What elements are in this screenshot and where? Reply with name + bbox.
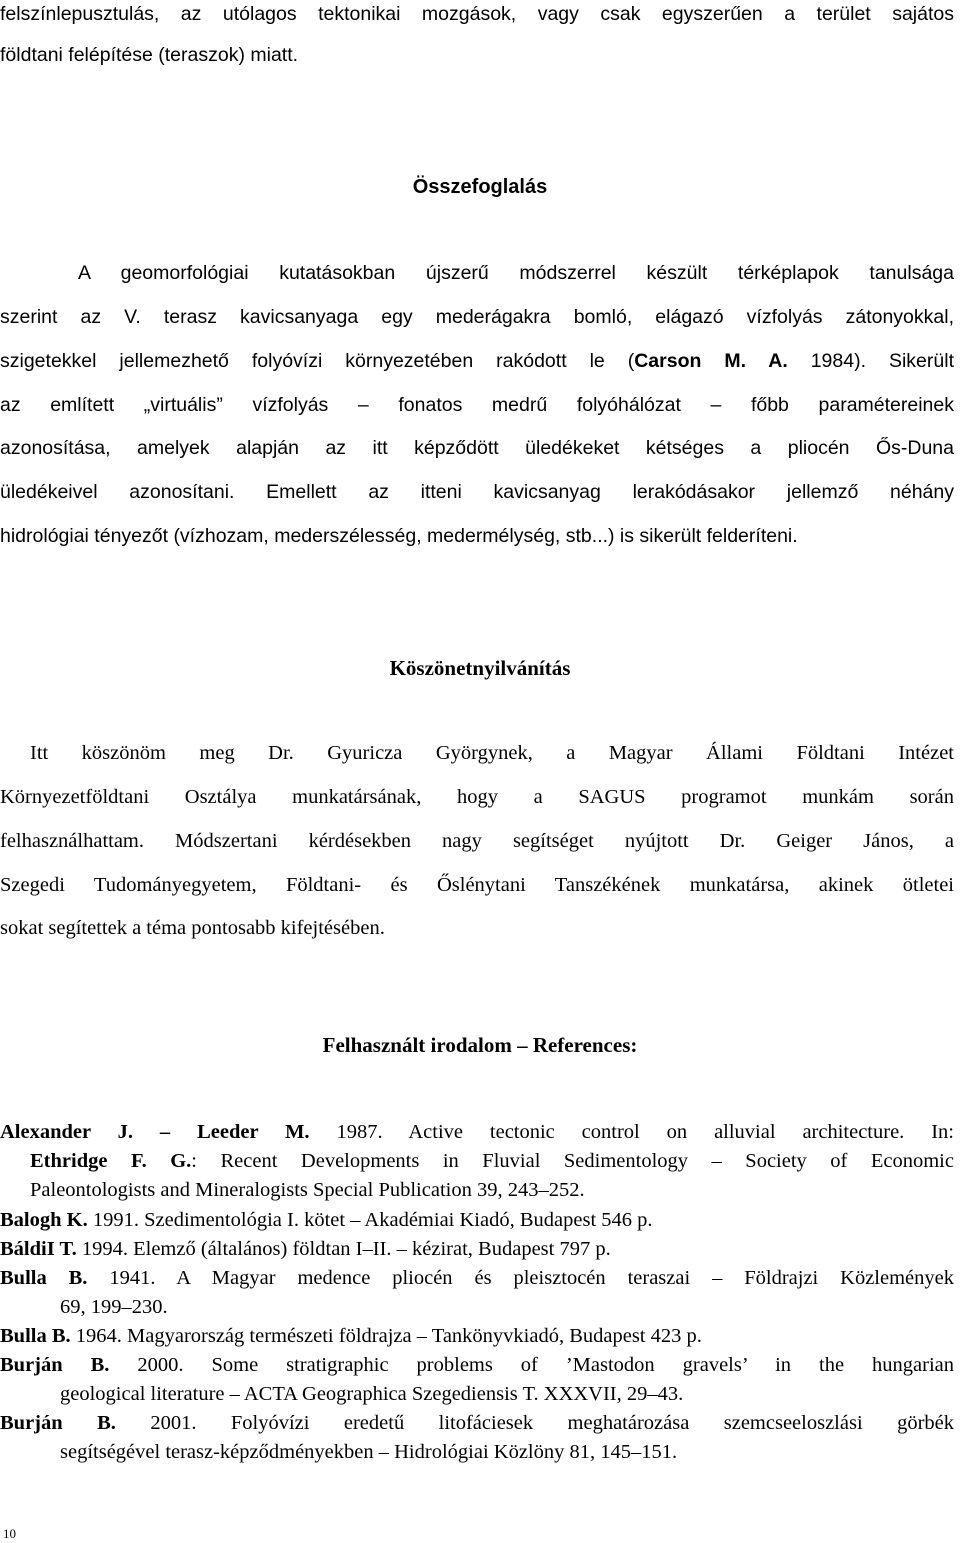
acknowledgement-heading: Köszönetnyilvánítás (389, 656, 571, 680)
text-line: azonosítása, amelyek alapján az itt képződött üledékeket kétséges a pliocén Ős-Duna (0, 437, 954, 459)
page-number: 10 (3, 1526, 16, 1541)
summary-heading: Összefoglalás (412, 176, 548, 198)
text-line: felszínlepusztulás, az utólagos tektonikai mozgások, vagy csak egyszerűen a terület sajátos (0, 3, 954, 25)
reference-line: geological literature – ACTA Geographica Szegediensis T. XXXVII, 29–43. (60, 1383, 684, 1405)
reference-author: Balogh K. (0, 1209, 88, 1231)
text-span: 1984). Sikerült (787, 350, 954, 372)
citation-author: Carson M. A. (634, 350, 788, 372)
reference-author: Burján B. (0, 1412, 116, 1434)
reference-line (0, 1353, 954, 1382)
reference-line (0, 1149, 954, 1178)
reference-text: 1987. Active tectonic control on alluvial architecture. In: (309, 1121, 954, 1143)
reference-author: Burján B. (0, 1354, 110, 1376)
text-line: földtani felépítése (teraszok) miatt. (0, 44, 299, 66)
reference-text: 2001. Folyóvízi eredetű litofáciesek meghatározása szemcseeloszlási görbék (115, 1412, 954, 1434)
reference-line (0, 1120, 954, 1149)
reference-line: segítségével terasz-képződményekben – Hidrológiai Közlöny 81, 145–151. (60, 1441, 678, 1463)
reference-text: 1991. Szedimentológia I. kötet – Akadémiai Kiadó, Budapest 546 p. (87, 1209, 653, 1231)
text-line (0, 349, 954, 373)
text-line: sokat segítettek a téma pontosabb kifejtésében. (0, 917, 385, 939)
reference-author: Ethridge F. G. (30, 1150, 192, 1172)
reference-text: 1941. A Magyar medence pliocén és pleisztocén teraszai – Földrajzi Közlemények (87, 1267, 954, 1289)
reference-line (0, 1411, 954, 1440)
reference-text: 1994. Elemző (általános) földtan I–II. – kézirat, Budapest 797 p. (76, 1238, 611, 1260)
reference-author: Bulla B. (0, 1267, 88, 1289)
reference-line (0, 1208, 954, 1237)
reference-author: Bulla B. (0, 1325, 71, 1347)
reference-line: 69, 199–230. (60, 1296, 168, 1318)
reference-line (0, 1266, 954, 1295)
text-span: szigetekkel jellemezhető folyóvízi környezetében rakódott le ( (0, 350, 635, 372)
reference-item (0, 1266, 954, 1324)
text-line: szerint az V. terasz kavicsanyaga egy mederágakra bomló, elágazó vízfolyás zátonyokkal, (0, 306, 954, 328)
reference-text: 1964. Magyarország természeti földrajza – Tankönyvkiadó, Budapest 423 p. (70, 1325, 702, 1347)
reference-item (0, 1120, 954, 1207)
reference-line: Paleontologists and Mineralogists Special Publication 39, 243–252. (30, 1179, 585, 1201)
text-line: az említett „virtuális” vízfolyás – fonatos medrű folyóhálózat – főbb paramétereinek (0, 394, 954, 416)
text-line: hidrológiai tényezőt (vízhozam, mederszélesség, medermélység, stb...) is sikerült felderíteni. (0, 525, 798, 547)
reference-item (0, 1411, 954, 1469)
text-line: Környezetföldtani Osztálya munkatársának, hogy a SAGUS programot munkám során (0, 786, 954, 808)
reference-text: : Recent Developments in Fluvial Sedimentology – Society of Economic (191, 1150, 954, 1172)
reference-author: Alexander J. – Leeder M. (0, 1121, 310, 1143)
references-heading: Felhasznált irodalom – References: (322, 1033, 638, 1057)
text-line: felhasználhattam. Módszertani kérdésekben nagy segítséget nyújtott Dr. Geiger János, a (0, 830, 954, 852)
text-line: Itt köszönöm meg Dr. Gyuricza Györgynek, a Magyar Állami Földtani Intézet (30, 742, 954, 764)
reference-item (0, 1324, 954, 1353)
reference-item (0, 1353, 954, 1411)
reference-line (0, 1237, 954, 1266)
text-line: üledékeivel azonosítani. Emellett az itteni kavicsanyag lerakódásakor jellemző néhány (0, 481, 954, 503)
reference-line (0, 1324, 954, 1353)
reference-author: BáldiI T. (0, 1238, 77, 1260)
reference-item (0, 1237, 954, 1266)
text-line: A geomorfológiai kutatásokban újszerű módszerrel készült térképlapok tanulsága (78, 262, 954, 284)
reference-item (0, 1208, 954, 1237)
reference-text: 2000. Some stratigraphic problems of ’Mastodon gravels’ in the hungarian (109, 1354, 954, 1376)
text-line: Szegedi Tudományegyetem, Földtani- és Őslénytani Tanszékének munkatársa, akinek ötletei (0, 874, 954, 896)
